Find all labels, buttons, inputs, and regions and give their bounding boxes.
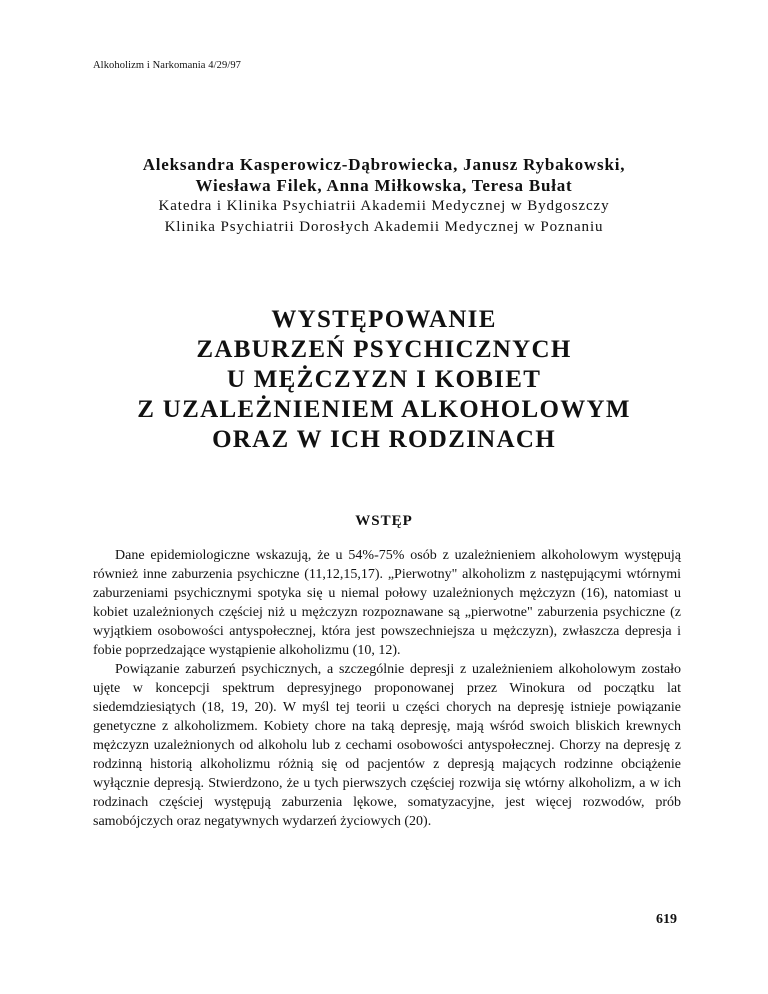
body-text [93,546,681,831]
title-line-3: U MĘŻCZYZN I KOBIET [226,366,542,393]
affiliation-line-1: Katedra i Klinika Psychiatrii Akademii Medycznej w Bydgoszczy [158,198,610,214]
title-line-4: Z UZALEŻNIENIEM ALKOHOLOWYM [137,396,631,423]
title-line-5: ORAZ W ICH RODZINACH [212,426,556,453]
article-title [60,305,708,455]
section-heading: WSTĘP [355,513,413,529]
paragraph-1: Dane epidemiologiczne wskazują, że u 54%-75% osób z uzależnieniem alkoholowym występują również inne zaburzenia psychiczne (11,12,15,17). „Pierwotny" alkoholizm z następującymi wtórnymi zaburzeniami psychicznymi spotyka się u niemal połowy uzależnionych mężczyzn (16), natomiast u kobiet uzależnionych częściej niż u mężczyzn rozpoznawane są „pierwotne" zaburzenia psychiczne (z wyjątkiem osobowości antyspołecznej, która jest powszechniejsza u mężczyzn), zwłaszcza depresja i fobie poprzedzające wystąpienie alkoholizmu (10, 12). [93,548,681,658]
journal-header: Alkoholizm i Narkomania 4/29/97 [93,60,242,71]
paragraph-2: Powiązanie zaburzeń psychicznych, a szczególnie depresji z uzależnieniem alkoholowym zostało ujęte w koncepcji spektrum depresyjnego proponowanej przez Winokura od początku lat siedemdziesiątych (18, 19, 20). W myśl tej teorii u części chorych na depresję istnieje powiązanie genetyczne z alkoholizmem. Kobiety chore na taką depresję, mają wśród swoich bliskich krewnych mężczyzn uzależnionych od alkoholu lub z cechami osobowości antyspołecznej. Chorzy na depresję z rodzinną historią alkoholizmu różnią się od pacjentów z depresją mających rodzinne obciążenie wyłącznie depresją. Stwierdzono, że u tych pierwszych częściej rozwija się wtórny alkoholizm, a w ich rodzinach częściej występują zaburzenia lękowe, somatyzacyjne, jest więcej rozwodów, prób samobójczych oraz negatywnych wydarzeń życiowych (20). [93,662,681,829]
affiliation-line-2: Klinika Psychiatrii Dorosłych Akademii Medycznej w Poznaniu [164,219,604,235]
author-names-line-2: Wiesława Filek, Anna Miłkowska, Teresa Bułat [195,176,573,195]
title-line-2: ZABURZEŃ PSYCHICZNYCH [196,336,572,363]
title-line-1: WYSTĘPOWANIE [271,306,497,333]
page-number: 619 [656,912,677,927]
author-block [60,154,708,238]
author-names-line-1: Aleksandra Kasperowicz-Dąbrowiecka, Janusz Rybakowski, [142,155,626,174]
